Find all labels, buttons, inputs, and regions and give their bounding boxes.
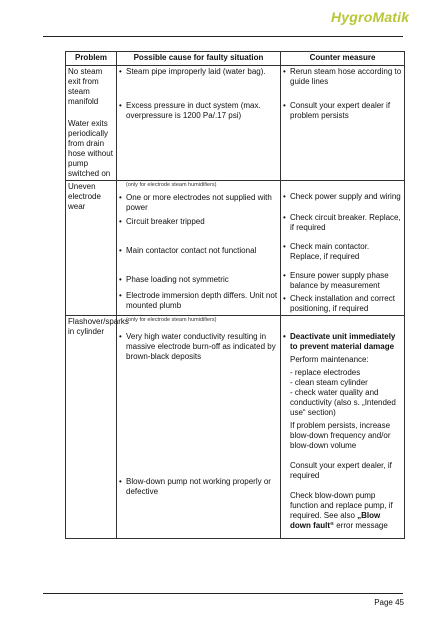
problem-uneven-wear: Uneven electrode wear xyxy=(68,182,101,211)
measure-check-breaker: • Check circuit breaker. Replace, if required xyxy=(283,213,402,233)
measure-deactivate: • Deactivate unit immediately to prevent material damage xyxy=(283,332,402,352)
maint-step-2: - clean steam cylinder xyxy=(290,378,368,387)
cause-pump-not-working: • Blow-down pump not working properly or defective xyxy=(119,477,278,497)
page-number: Page 45 xyxy=(374,598,404,607)
cause-breaker-tripped: • Circuit breaker tripped xyxy=(119,217,278,227)
hygromatik-logo xyxy=(331,9,409,25)
problem-cell xyxy=(66,181,117,316)
header-cause: Possible cause for faulty situation xyxy=(117,52,281,66)
measure-check-pump xyxy=(283,491,402,531)
maint-step-1: - replace electrodes xyxy=(290,368,361,377)
measure-consult-dealer: • Consult your expert dealer if problem persists xyxy=(283,101,402,121)
cause-immersion-depth: • Electrode immersion depth differs. Unit not mounted plumb xyxy=(119,291,278,311)
measure-consult-required: Consult your expert dealer, if required xyxy=(290,461,392,480)
check-pump-text: Check blow-down pump function and replace pump, if required. See also xyxy=(290,491,393,520)
check-pump-suffix: error message xyxy=(334,521,388,530)
measure-cell xyxy=(281,181,405,316)
logo-part-2: Matik xyxy=(372,9,410,25)
troubleshooting-table xyxy=(65,51,405,539)
measure-cell xyxy=(281,316,405,539)
header-rule xyxy=(43,36,403,37)
cause-cell xyxy=(117,66,281,181)
measure-perform-maint: Perform maintenance: xyxy=(290,355,369,364)
cause-pipe-laid: • Steam pipe improperly laid (water bag). xyxy=(119,67,278,77)
logo-part-1: Hygro xyxy=(331,9,373,25)
blow-down-fault-ref: „Blow down fault“ xyxy=(290,511,381,530)
measure-check-contactor: • Check main contactor. Replace, if required xyxy=(283,242,402,262)
measure-check-power: • Check power supply and wiring xyxy=(283,192,402,202)
cause-excess-pressure: • Excess pressure in duct system (max. overpressure is 1200 Pa/.17 psi) xyxy=(119,101,278,121)
cause-high-conductivity: • Very high water conductivity resulting in massive electrode burn-off as indicated by brown-black deposits xyxy=(119,332,278,362)
table-row xyxy=(66,181,405,316)
measure-phase-balance: • Ensure power supply phase balance by measurement xyxy=(283,271,402,291)
table-header-row xyxy=(66,52,405,66)
footer-rule xyxy=(43,593,403,594)
header-problem: Problem xyxy=(66,52,117,66)
problem-flashover: Flashover/sparks in cylinder xyxy=(68,317,129,336)
table-row xyxy=(66,66,405,181)
cause-cell xyxy=(117,316,281,539)
problem-cell xyxy=(66,316,129,539)
measure-check-install: • Check installation and correct positioning, if required xyxy=(283,294,402,314)
problem-steam-exit: No steam exit from steam manifold xyxy=(68,67,103,106)
cause-phase-loading: • Phase loading not symmetric xyxy=(119,275,278,285)
cause-contactor: • Main contactor contact not functional xyxy=(119,246,278,256)
note-electrode-only: (only for electrode steam humidifiers) xyxy=(126,317,217,323)
measure-increase-blowdown: If problem persists, increase blow-down frequency and/or blow-down volume xyxy=(290,421,391,450)
cause-cell xyxy=(117,181,281,316)
cause-electrodes-not-supplied: • One or more electrodes not supplied with power xyxy=(119,193,278,213)
header-measure: Counter measure xyxy=(281,52,405,66)
note-electrode-only: (only for electrode steam humidifiers) xyxy=(126,182,217,188)
maint-step-3: - check water quality and conductivity (also s. „Intended use“ section) xyxy=(290,388,396,417)
measure-rerun-hose: • Rerun steam hose according to guide lines xyxy=(283,67,402,87)
measure-cell xyxy=(281,66,405,181)
problem-water-exits: Water exits periodically from drain hose without pump switched on xyxy=(68,119,113,178)
problem-cell xyxy=(66,66,117,181)
table-row xyxy=(66,316,405,539)
